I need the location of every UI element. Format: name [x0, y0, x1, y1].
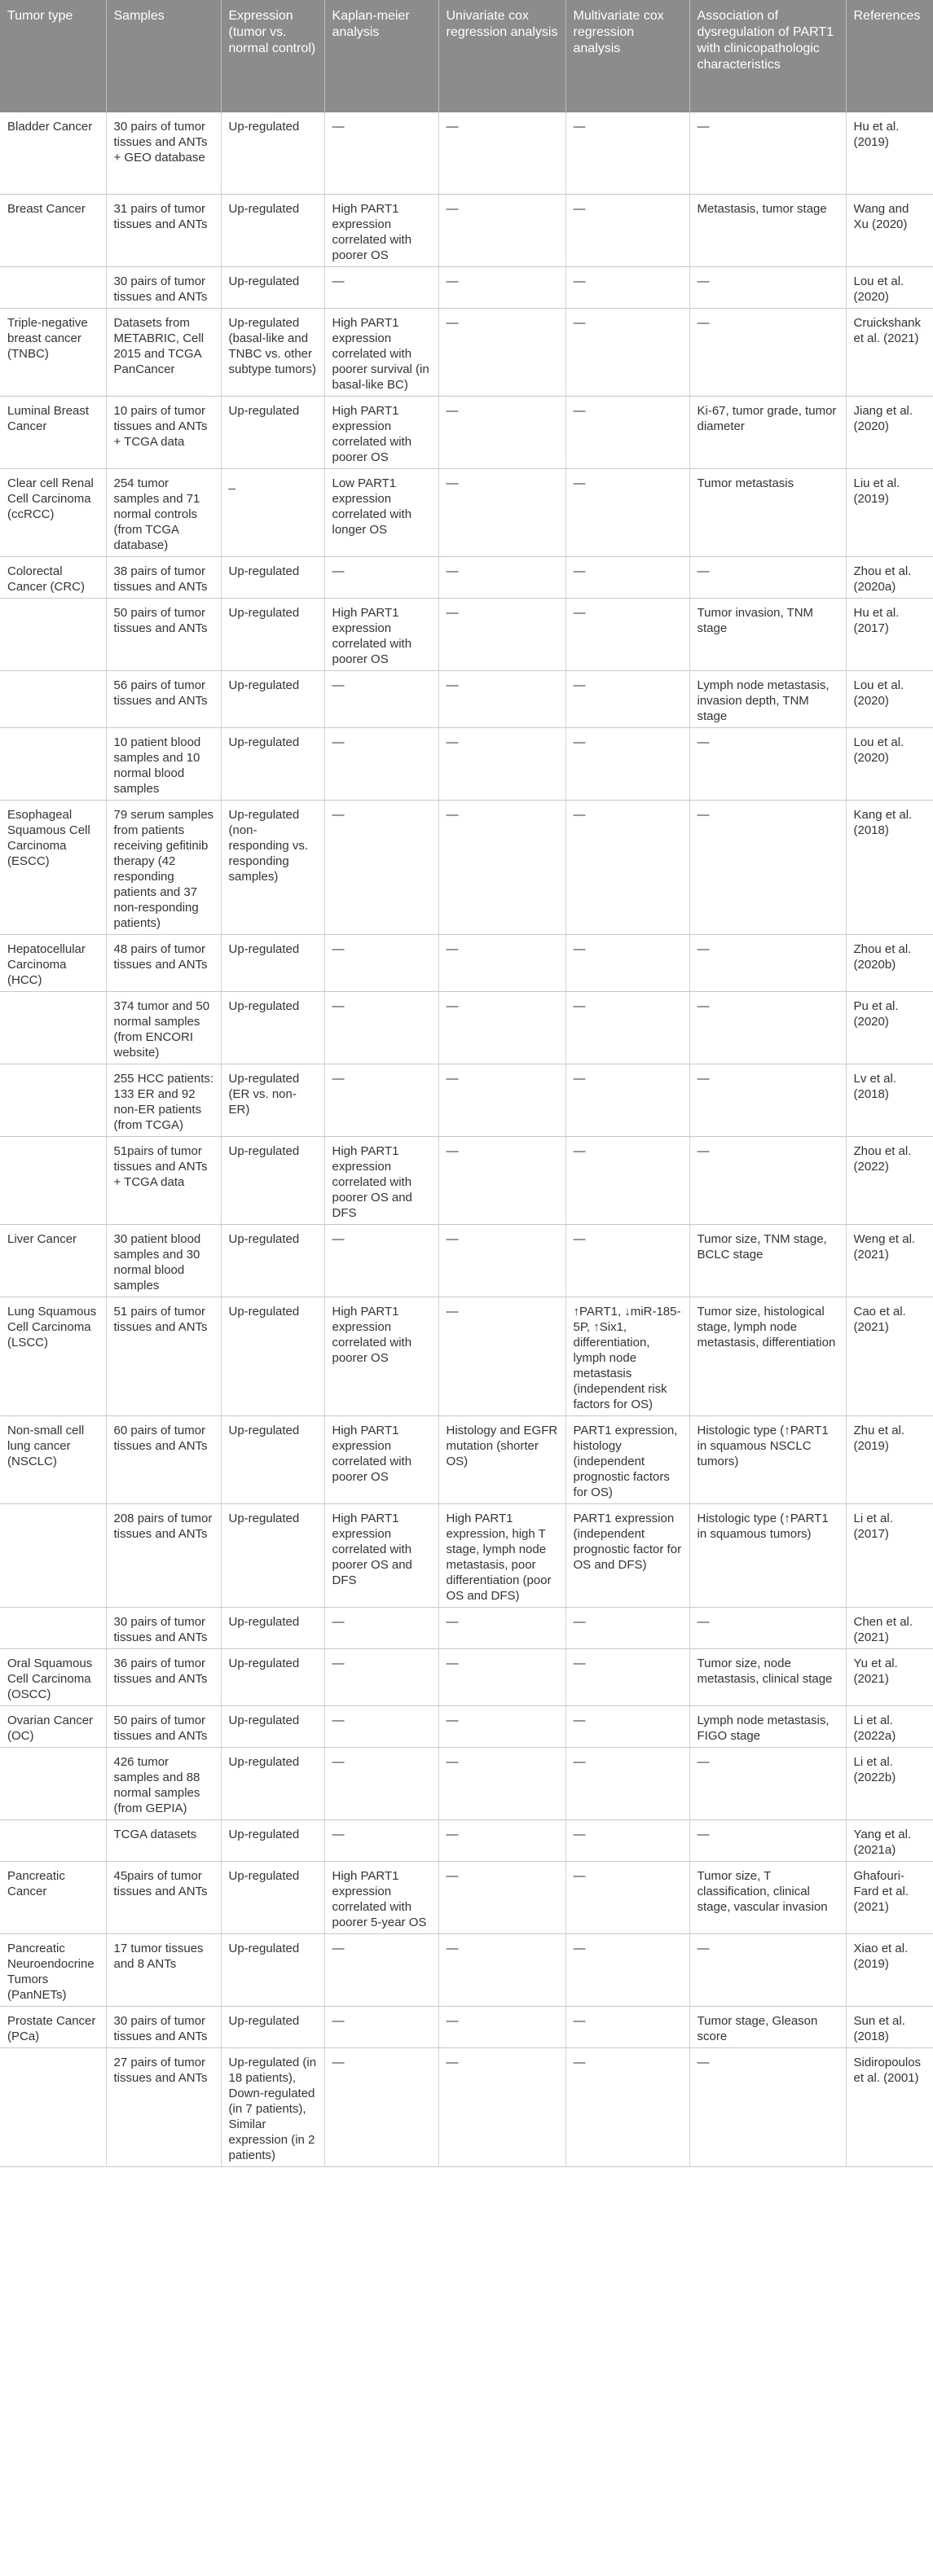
cell-expression: Up-regulated — [221, 670, 324, 727]
cell-samples: 50 pairs of tumor tissues and ANTs — [106, 598, 221, 670]
cell-tumor-type — [0, 1747, 106, 1819]
table-row — [0, 308, 933, 396]
cell-multivariate-cox: — — [566, 308, 689, 396]
cell-clinicopathologic-association: Tumor invasion, TNM stage — [689, 598, 846, 670]
header-references: References — [846, 0, 933, 112]
cell-samples: Datasets from METABRIC, Cell 2015 and TCGA PanCancer — [106, 308, 221, 396]
cell-clinicopathologic-association: — — [689, 1819, 846, 1861]
cell-expression: Up-regulated — [221, 396, 324, 468]
cell-expression: Up-regulated — [221, 1819, 324, 1861]
cell-univariate-cox: Histology and EGFR mutation (shorter OS) — [438, 1415, 566, 1503]
table-row — [0, 556, 933, 598]
cell-clinicopathologic-association: — — [689, 991, 846, 1064]
cell-references: Liu et al. (2019) — [846, 468, 933, 556]
cell-univariate-cox: — — [438, 266, 566, 308]
cell-tumor-type — [0, 1607, 106, 1648]
cell-expression: Up-regulated — [221, 1705, 324, 1747]
cell-samples: 48 pairs of tumor tissues and ANTs — [106, 934, 221, 991]
table-row — [0, 1933, 933, 2006]
cell-samples: 31 pairs of tumor tissues and ANTs — [106, 194, 221, 266]
cell-clinicopathologic-association: Ki-67, tumor grade, tumor diameter — [689, 396, 846, 468]
cell-expression: Up-regulated — [221, 1648, 324, 1705]
cell-multivariate-cox: PART1 expression (independent prognostic factor for OS and DFS) — [566, 1503, 689, 1607]
cell-samples: 30 pairs of tumor tissues and ANTs — [106, 266, 221, 308]
cell-multivariate-cox: — — [566, 266, 689, 308]
cell-multivariate-cox: — — [566, 396, 689, 468]
cell-clinicopathologic-association: Tumor stage, Gleason score — [689, 2006, 846, 2047]
cell-univariate-cox: — — [438, 598, 566, 670]
cell-univariate-cox: — — [438, 991, 566, 1064]
cell-expression: Up-regulated — [221, 1503, 324, 1607]
cell-references: Zhu et al. (2019) — [846, 1415, 933, 1503]
cell-tumor-type: Luminal Breast Cancer — [0, 396, 106, 468]
cell-clinicopathologic-association: — — [689, 1064, 846, 1136]
header-kaplan-meier: Kaplan-meier analysis — [324, 0, 438, 112]
cell-references: Zhou et al. (2022) — [846, 1136, 933, 1224]
table-row — [0, 112, 933, 194]
cell-samples: 51 pairs of tumor tissues and ANTs — [106, 1297, 221, 1415]
cell-univariate-cox: — — [438, 934, 566, 991]
cell-kaplan-meier: High PART1 expression correlated with poorer OS — [324, 396, 438, 468]
cell-tumor-type: Clear cell Renal Cell Carcinoma (ccRCC) — [0, 468, 106, 556]
cell-tumor-type: Liver Cancer — [0, 1224, 106, 1297]
cell-expression: Up-regulated — [221, 194, 324, 266]
cell-kaplan-meier: — — [324, 991, 438, 1064]
cell-clinicopathologic-association: — — [689, 556, 846, 598]
cell-univariate-cox: — — [438, 1747, 566, 1819]
cell-univariate-cox: — — [438, 468, 566, 556]
cell-references: Ghafouri-Fard et al. (2021) — [846, 1861, 933, 1933]
cell-expression: Up-regulated — [221, 1415, 324, 1503]
cell-univariate-cox: — — [438, 1648, 566, 1705]
cell-clinicopathologic-association: — — [689, 266, 846, 308]
table-row — [0, 194, 933, 266]
cell-samples: 17 tumor tissues and 8 ANTs — [106, 1933, 221, 2006]
cell-references: Wang and Xu (2020) — [846, 194, 933, 266]
cell-kaplan-meier: — — [324, 1747, 438, 1819]
cell-expression: Up-regulated (non-responding vs. responding samples) — [221, 800, 324, 934]
cell-multivariate-cox: — — [566, 1648, 689, 1705]
cell-multivariate-cox: — — [566, 1064, 689, 1136]
cell-tumor-type: Colorectal Cancer (CRC) — [0, 556, 106, 598]
cell-tumor-type — [0, 1819, 106, 1861]
cell-references: Xiao et al. (2019) — [846, 1933, 933, 2006]
cell-tumor-type — [0, 598, 106, 670]
cell-expression: Up-regulated — [221, 934, 324, 991]
cell-clinicopathologic-association: — — [689, 1607, 846, 1648]
cell-univariate-cox: — — [438, 1064, 566, 1136]
cell-multivariate-cox: — — [566, 2047, 689, 2166]
cell-tumor-type: Lung Squamous Cell Carcinoma (LSCC) — [0, 1297, 106, 1415]
cell-kaplan-meier: — — [324, 1933, 438, 2006]
cell-tumor-type: Non-small cell lung cancer (NSCLC) — [0, 1415, 106, 1503]
cell-references: Chen et al. (2021) — [846, 1607, 933, 1648]
cell-multivariate-cox: — — [566, 2006, 689, 2047]
cell-samples: 30 pairs of tumor tissues and ANTs — [106, 1607, 221, 1648]
cell-kaplan-meier: High PART1 expression correlated with poorer OS and DFS — [324, 1136, 438, 1224]
cell-references: Sidiropoulos et al. (2001) — [846, 2047, 933, 2166]
cell-references: Hu et al. (2017) — [846, 598, 933, 670]
cell-univariate-cox: High PART1 expression, high T stage, lymph node metastasis, poor differentiation (poor OS and DFS) — [438, 1503, 566, 1607]
cell-samples: 56 pairs of tumor tissues and ANTs — [106, 670, 221, 727]
cell-univariate-cox: — — [438, 112, 566, 194]
cell-samples: 208 pairs of tumor tissues and ANTs — [106, 1503, 221, 1607]
cell-samples: 51pairs of tumor tissues and ANTs + TCGA data — [106, 1136, 221, 1224]
cell-clinicopathologic-association: — — [689, 800, 846, 934]
table-row — [0, 1503, 933, 1607]
cell-expression: Up-regulated — [221, 1224, 324, 1297]
table-row — [0, 800, 933, 934]
cell-multivariate-cox: — — [566, 1705, 689, 1747]
cell-expression: _ — [221, 468, 324, 556]
cell-references: Lou et al. (2020) — [846, 670, 933, 727]
cell-tumor-type: Hepatocellular Carcinoma (HCC) — [0, 934, 106, 991]
cell-expression: Up-regulated — [221, 1861, 324, 1933]
cell-tumor-type — [0, 991, 106, 1064]
table-row — [0, 468, 933, 556]
cell-tumor-type — [0, 266, 106, 308]
table-row — [0, 1136, 933, 1224]
cell-kaplan-meier: High PART1 expression correlated with poorer OS and DFS — [324, 1503, 438, 1607]
cell-references: Yang et al. (2021a) — [846, 1819, 933, 1861]
cell-kaplan-meier: — — [324, 727, 438, 800]
cell-univariate-cox: — — [438, 800, 566, 934]
cell-univariate-cox: — — [438, 2047, 566, 2166]
cell-kaplan-meier: — — [324, 556, 438, 598]
cell-samples: 30 pairs of tumor tissues and ANTs — [106, 2006, 221, 2047]
cell-kaplan-meier: High PART1 expression correlated with poorer 5-year OS — [324, 1861, 438, 1933]
cell-multivariate-cox: — — [566, 727, 689, 800]
cell-references: Jiang et al. (2020) — [846, 396, 933, 468]
table-row — [0, 1819, 933, 1861]
cell-clinicopathologic-association: — — [689, 1933, 846, 2006]
cell-kaplan-meier: — — [324, 1607, 438, 1648]
table-row — [0, 1224, 933, 1297]
cell-multivariate-cox: — — [566, 1861, 689, 1933]
cell-tumor-type: Triple-negative breast cancer (TNBC) — [0, 308, 106, 396]
cell-univariate-cox: — — [438, 396, 566, 468]
table-row — [0, 934, 933, 991]
cell-univariate-cox: — — [438, 670, 566, 727]
cell-clinicopathologic-association: Lymph node metastasis, invasion depth, TNM stage — [689, 670, 846, 727]
cell-kaplan-meier: — — [324, 934, 438, 991]
cell-expression: Up-regulated — [221, 1297, 324, 1415]
cell-clinicopathologic-association: Tumor size, TNM stage, BCLC stage — [689, 1224, 846, 1297]
cell-expression: Up-regulated — [221, 112, 324, 194]
cell-expression: Up-regulated (basal-like and TNBC vs. other subtype tumors) — [221, 308, 324, 396]
cell-multivariate-cox: — — [566, 468, 689, 556]
cell-multivariate-cox: — — [566, 112, 689, 194]
cell-kaplan-meier: — — [324, 1064, 438, 1136]
header-clinicopathologic-association: Association of dysregulation of PART1 with clinicopathologic characteristics — [689, 0, 846, 112]
table-row — [0, 2047, 933, 2166]
cell-clinicopathologic-association: Metastasis, tumor stage — [689, 194, 846, 266]
cell-multivariate-cox: — — [566, 670, 689, 727]
cell-tumor-type: Esophageal Squamous Cell Carcinoma (ESCC) — [0, 800, 106, 934]
cell-tumor-type — [0, 2047, 106, 2166]
cell-references: Cruickshank et al. (2021) — [846, 308, 933, 396]
cell-kaplan-meier: High PART1 expression correlated with poorer OS — [324, 1415, 438, 1503]
cell-multivariate-cox: — — [566, 991, 689, 1064]
cell-clinicopathologic-association: — — [689, 112, 846, 194]
cell-univariate-cox: — — [438, 1819, 566, 1861]
cell-references: Zhou et al. (2020b) — [846, 934, 933, 991]
cell-clinicopathologic-association: Lymph node metastasis, FIGO stage — [689, 1705, 846, 1747]
cell-samples: 426 tumor samples and 88 normal samples (from GEPIA) — [106, 1747, 221, 1819]
cell-references: Hu et al. (2019) — [846, 112, 933, 194]
cell-references: Cao et al. (2021) — [846, 1297, 933, 1415]
cell-multivariate-cox: — — [566, 1819, 689, 1861]
cell-clinicopathologic-association: — — [689, 934, 846, 991]
header-row — [0, 0, 933, 112]
cell-tumor-type — [0, 670, 106, 727]
cell-clinicopathologic-association: Tumor size, histological stage, lymph node metastasis, differentiation — [689, 1297, 846, 1415]
header-tumor-type: Tumor type — [0, 0, 106, 112]
cell-univariate-cox: — — [438, 2006, 566, 2047]
cell-expression: Up-regulated — [221, 1933, 324, 2006]
cell-references: Kang et al. (2018) — [846, 800, 933, 934]
cell-univariate-cox: — — [438, 727, 566, 800]
cell-tumor-type: Oral Squamous Cell Carcinoma (OSCC) — [0, 1648, 106, 1705]
cell-kaplan-meier: — — [324, 1648, 438, 1705]
cell-references: Sun et al. (2018) — [846, 2006, 933, 2047]
table-row — [0, 1064, 933, 1136]
cell-expression: Up-regulated — [221, 727, 324, 800]
cell-clinicopathologic-association: — — [689, 1747, 846, 1819]
cell-expression: Up-regulated — [221, 1747, 324, 1819]
cell-clinicopathologic-association: — — [689, 2047, 846, 2166]
cell-samples: 255 HCC patients: 133 ER and 92 non-ER patients (from TCGA) — [106, 1064, 221, 1136]
cell-references: Lou et al. (2020) — [846, 727, 933, 800]
cell-samples: 10 pairs of tumor tissues and ANTs + TCGA data — [106, 396, 221, 468]
cell-tumor-type — [0, 1064, 106, 1136]
cell-samples: 30 patient blood samples and 30 normal blood samples — [106, 1224, 221, 1297]
cell-samples: 10 patient blood samples and 10 normal blood samples — [106, 727, 221, 800]
cell-multivariate-cox: — — [566, 1224, 689, 1297]
cell-expression: Up-regulated — [221, 598, 324, 670]
cell-kaplan-meier: — — [324, 2006, 438, 2047]
cell-samples: TCGA datasets — [106, 1819, 221, 1861]
cell-references: Li et al. (2022b) — [846, 1747, 933, 1819]
table-row — [0, 1861, 933, 1933]
table-row — [0, 670, 933, 727]
cell-clinicopathologic-association: Histologic type (↑PART1 in squamous NSCLC tumors) — [689, 1415, 846, 1503]
cell-samples: 374 tumor and 50 normal samples (from ENCORI website) — [106, 991, 221, 1064]
cell-kaplan-meier: High PART1 expression correlated with poorer survival (in basal-like BC) — [324, 308, 438, 396]
cell-multivariate-cox: — — [566, 194, 689, 266]
cell-kaplan-meier: — — [324, 1705, 438, 1747]
cell-clinicopathologic-association: Tumor size, T classification, clinical stage, vascular invasion — [689, 1861, 846, 1933]
header-univariate-cox: Univariate cox regression analysis — [438, 0, 566, 112]
cell-references: Li et al. (2022a) — [846, 1705, 933, 1747]
cell-multivariate-cox: — — [566, 598, 689, 670]
cell-expression: Up-regulated — [221, 2006, 324, 2047]
cell-samples: 36 pairs of tumor tissues and ANTs — [106, 1648, 221, 1705]
cell-kaplan-meier: High PART1 expression correlated with poorer OS — [324, 194, 438, 266]
cell-references: Weng et al. (2021) — [846, 1224, 933, 1297]
cell-samples: 27 pairs of tumor tissues and ANTs — [106, 2047, 221, 2166]
cell-univariate-cox: — — [438, 1224, 566, 1297]
table-row — [0, 396, 933, 468]
cell-samples: 79 serum samples from patients receiving gefitinib therapy (42 responding patients and 37 non-responding patients) — [106, 800, 221, 934]
cell-multivariate-cox: — — [566, 934, 689, 991]
cell-samples: 45pairs of tumor tissues and ANTs — [106, 1861, 221, 1933]
cell-univariate-cox: — — [438, 1861, 566, 1933]
cell-kaplan-meier: High PART1 expression correlated with poorer OS — [324, 598, 438, 670]
cell-tumor-type: Bladder Cancer — [0, 112, 106, 194]
cell-samples: 50 pairs of tumor tissues and ANTs — [106, 1705, 221, 1747]
cell-tumor-type: Pancreatic Neuroendocrine Tumors (PanNETs) — [0, 1933, 106, 2006]
cell-multivariate-cox: — — [566, 1607, 689, 1648]
cell-kaplan-meier: Low PART1 expression correlated with longer OS — [324, 468, 438, 556]
header-samples: Samples — [106, 0, 221, 112]
cell-kaplan-meier: — — [324, 112, 438, 194]
table-row — [0, 991, 933, 1064]
cell-tumor-type: Pancreatic Cancer — [0, 1861, 106, 1933]
cell-expression: Up-regulated — [221, 1607, 324, 1648]
cell-univariate-cox: — — [438, 1136, 566, 1224]
cell-clinicopathologic-association: — — [689, 727, 846, 800]
cell-tumor-type: Breast Cancer — [0, 194, 106, 266]
table-row — [0, 2006, 933, 2047]
cell-kaplan-meier: — — [324, 800, 438, 934]
cell-kaplan-meier: — — [324, 1819, 438, 1861]
cell-multivariate-cox: — — [566, 1933, 689, 2006]
cell-expression: Up-regulated — [221, 266, 324, 308]
cell-univariate-cox: — — [438, 308, 566, 396]
cell-clinicopathologic-association: Histologic type (↑PART1 in squamous tumors) — [689, 1503, 846, 1607]
cell-clinicopathologic-association: — — [689, 1136, 846, 1224]
cell-kaplan-meier: — — [324, 266, 438, 308]
cell-kaplan-meier: — — [324, 1224, 438, 1297]
cell-univariate-cox: — — [438, 556, 566, 598]
cell-expression: Up-regulated (ER vs. non-ER) — [221, 1064, 324, 1136]
cell-clinicopathologic-association: Tumor metastasis — [689, 468, 846, 556]
cell-expression: Up-regulated — [221, 991, 324, 1064]
cell-univariate-cox: — — [438, 1705, 566, 1747]
table-row — [0, 1705, 933, 1747]
cell-samples: 38 pairs of tumor tissues and ANTs — [106, 556, 221, 598]
cell-tumor-type — [0, 1503, 106, 1607]
cell-kaplan-meier: — — [324, 670, 438, 727]
table-row — [0, 1747, 933, 1819]
cell-references: Pu et al. (2020) — [846, 991, 933, 1064]
cell-references: Li et al. (2017) — [846, 1503, 933, 1607]
cell-clinicopathologic-association: — — [689, 308, 846, 396]
header-multivariate-cox: Multivariate cox regression analysis — [566, 0, 689, 112]
table-row — [0, 1297, 933, 1415]
cell-samples: 254 tumor samples and 71 normal controls (from TCGA database) — [106, 468, 221, 556]
cell-multivariate-cox: — — [566, 556, 689, 598]
cell-multivariate-cox: — — [566, 1747, 689, 1819]
cell-kaplan-meier: High PART1 expression correlated with poorer OS — [324, 1297, 438, 1415]
cell-multivariate-cox: ↑PART1, ↓miR-185-5P, ↑Six1, differentiation, lymph node metastasis (independent risk factors for OS) — [566, 1297, 689, 1415]
cell-multivariate-cox: — — [566, 800, 689, 934]
cell-univariate-cox: — — [438, 1297, 566, 1415]
cell-references: Lou et al. (2020) — [846, 266, 933, 308]
cell-kaplan-meier: — — [324, 2047, 438, 2166]
cell-references: Yu et al. (2021) — [846, 1648, 933, 1705]
cell-expression: Up-regulated — [221, 556, 324, 598]
cell-expression: Up-regulated (in 18 patients), Down-regulated (in 7 patients), Similar expression (in 2 patients) — [221, 2047, 324, 2166]
table-row — [0, 1415, 933, 1503]
cell-multivariate-cox: — — [566, 1136, 689, 1224]
table-row — [0, 266, 933, 308]
cell-tumor-type: Prostate Cancer (PCa) — [0, 2006, 106, 2047]
table-row — [0, 1648, 933, 1705]
cell-references: Zhou et al. (2020a) — [846, 556, 933, 598]
cell-univariate-cox: — — [438, 1607, 566, 1648]
cell-tumor-type: Ovarian Cancer (OC) — [0, 1705, 106, 1747]
cell-samples: 30 pairs of tumor tissues and ANTs + GEO database — [106, 112, 221, 194]
cell-samples: 60 pairs of tumor tissues and ANTs — [106, 1415, 221, 1503]
table-row — [0, 598, 933, 670]
cell-tumor-type — [0, 1136, 106, 1224]
cell-clinicopathologic-association: Tumor size, node metastasis, clinical stage — [689, 1648, 846, 1705]
cell-multivariate-cox: PART1 expression, histology (independent prognostic factors for OS) — [566, 1415, 689, 1503]
table-row — [0, 1607, 933, 1648]
cell-references: Lv et al. (2018) — [846, 1064, 933, 1136]
cell-univariate-cox: — — [438, 1933, 566, 2006]
header-expression: Expression (tumor vs. normal control) — [221, 0, 324, 112]
table-row — [0, 727, 933, 800]
cell-expression: Up-regulated — [221, 1136, 324, 1224]
cell-tumor-type — [0, 727, 106, 800]
cell-univariate-cox: — — [438, 194, 566, 266]
